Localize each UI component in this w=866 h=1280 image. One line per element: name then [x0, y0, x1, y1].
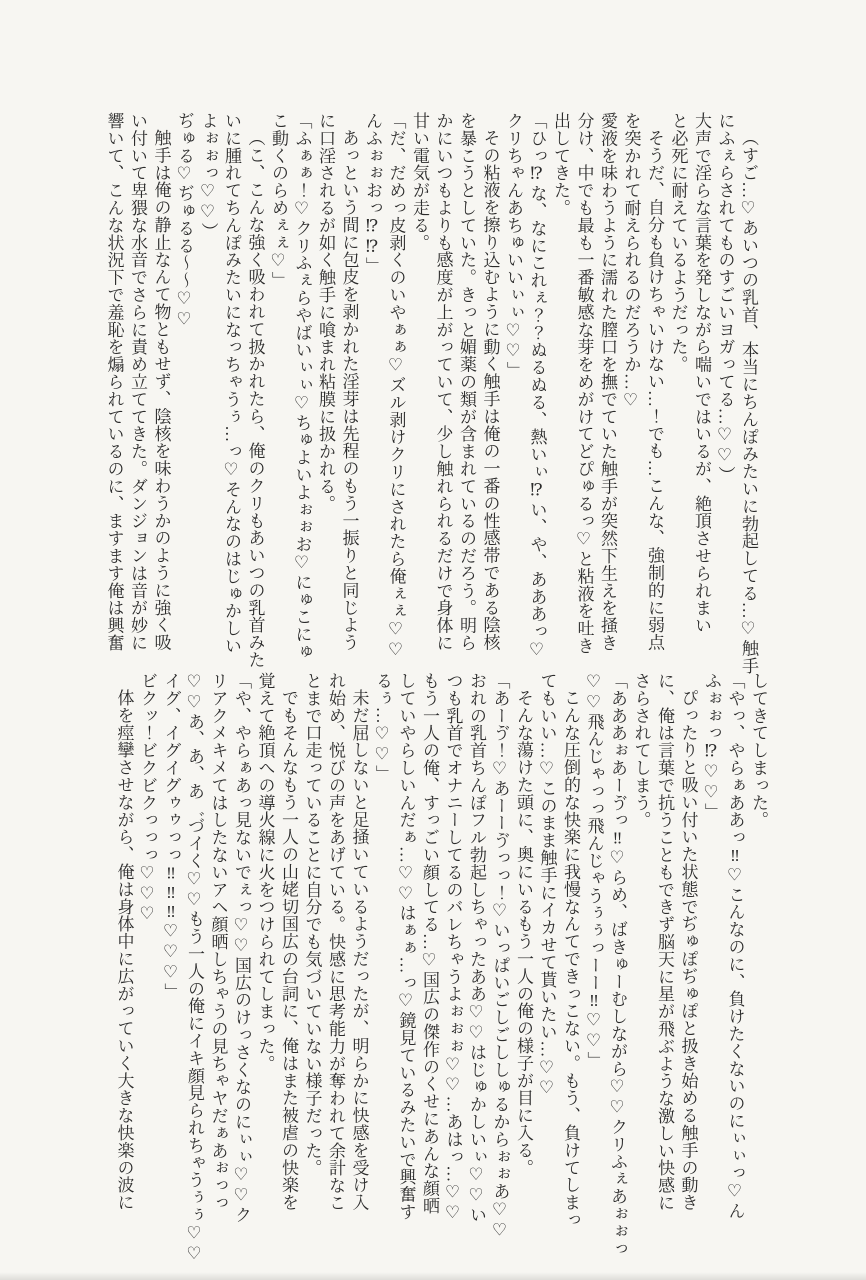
text-line: おれの乳首ちんぽフル勃起しちゃったああ♡♡はじゅかしいぃ♡♡い — [467, 672, 486, 1224]
text-line: 触手は俺の静止なんて物ともせず、陰核を味わうかのように強く吸 — [151, 129, 171, 651]
text-line: イグ、イグイグゥゥっっ‼‼‼♡♡♡」 — [161, 672, 181, 1001]
text-line: 覚えて絶頂への導火線に火をつけられてしまった。 — [255, 672, 275, 1073]
text-line: クリちゃんあちゅいいぃぃ♡♡」 — [504, 112, 523, 379]
text-line: 響いて、こんな状況下で羞恥を煽られているのに、ますます俺は興奮 — [104, 112, 124, 652]
text-line: を突かれて耐えられるのだろうか…♡ — [621, 112, 641, 411]
text-line: あっという間に包皮を剥かれた淫芽は先程のもう一振りと同じよう — [339, 129, 359, 651]
text-line: （こ、こんな強く吸われて扱かれたら、俺のクリもあいつの乳首みた — [245, 129, 265, 669]
text-line: を暴こうとしていた。きっと媚薬の類が含まれているのだろう。明ら — [457, 112, 476, 652]
text-line: していやらしいんだぁ…♡♡はぁぁ…っ♡鏡見ているみたいで興奮す — [396, 672, 416, 1221]
text-line: 「ふぁぁ！♡クリふぇらやばいぃぃ♡ちゅよいよぉぉお♡にゅこにゅ — [292, 112, 312, 661]
text-line: 出してきた。 — [551, 112, 570, 217]
text-line: いに腫れてちんぽみたいになっちゃうぅ…っ♡そんなのはじゅかしい — [222, 112, 241, 655]
text-line: るぅ…♡♡」 — [373, 672, 392, 783]
text-line: ♡♡あ、あ、あ゛づイく♡♡もう一人の俺にイキ顔見られちゃうぅぅ♡♡ — [185, 672, 204, 1265]
text-line: ビクッ！ビクビクっっっ♡♡♡ — [138, 672, 157, 925]
text-line: に口淫されるが如く触手に喰まれ粘膜に扱かれる。 — [316, 112, 335, 513]
text-block-top — [102, 112, 760, 675]
text-line: んふぉぉおっ⁉⁉」 — [363, 112, 382, 275]
text-line: 大声で淫らな言葉を発しながら喘いではいるが、絶頂させられまい — [692, 112, 711, 634]
text-line: （すご…♡あいつの乳首、本当にちんぽみたいに勃起してる…♡触手 — [739, 129, 758, 675]
text-line: リアクメキメてはしたないアヘ顔晒しちゃうの見ちゃヤだぁあぉっっ — [208, 672, 228, 1212]
text-line: 体を痙攣させながら、俺は身体中に広がっていく大きな快楽の波に — [114, 689, 134, 1211]
text-line: よぉぉっ♡♡） — [198, 112, 218, 240]
text-line: 「あーゔ！♡あーーゔっっ！♡いっぱいごしごししゅるからぉぉあ♡♡ — [490, 672, 510, 1241]
text-line: 未だ屈しないと足掻いているようだったが、明らかに快感を受け入 — [349, 689, 369, 1211]
text-line: さらされてしまう。 — [631, 672, 651, 829]
text-line: とまで口走っていることに自分でも気づいていない様子だった。 — [302, 672, 322, 1177]
text-line: でもそんなもう一人の山姥切国広の台詞に、俺はまた被虐の快楽を — [279, 689, 298, 1211]
text-line: 甘い電気が走る。 — [410, 112, 429, 252]
text-line: もう一人の俺、すっごい顔してる…♡国広の傑作のくせにあんな顔晒 — [420, 672, 439, 1215]
text-line: ♡♡飛んじゃっっ飛んじゃうぅぅっーー‼♡♡」 — [584, 672, 604, 1069]
text-line: と必死に耐えているようだった。 — [668, 112, 688, 373]
text-line: つも乳首でオナニーしてるのバレちゃうよぉぉぉ♡♡…あはっ…♡♡ — [443, 672, 463, 1224]
text-line: 「や、やらぁあっ見ないでぇっ♡♡国広のけっさくなのにぃぃ♡♡ク — [232, 672, 251, 1224]
text-line: 「やっ、やらぁああっ‼♡こんなのに、負けたくないのにぃぃっ♡ん — [725, 672, 745, 1220]
text-line: その粘液を擦り込むように動く触手は俺の一番の性感帯である陰核 — [480, 129, 500, 651]
text-line: こ動くのらめぇぇ♡」 — [269, 112, 288, 289]
text-line: 「あああぉあーゔっ‼♡らめ、ばきゅーむしながら♡♡クリふぇあぉぉっ — [608, 672, 627, 1258]
text-line: かにいつもよりも感度が上がっていて、少し触れられるだけで身体に — [433, 112, 453, 652]
text-line: い付いて卑猥な水音でさらに責め立ててきた。ダンジョンは音が妙に — [128, 112, 147, 652]
text-line: に、俺は言葉で抗うこともできず脳天に星が飛ぶような激しい快感に — [655, 672, 674, 1212]
text-line: 「ひっ⁉な、なにこれぇ？？ぬるぬる、熱いぃ⁉い、や、あああっ♡ — [527, 112, 547, 661]
text-line: にふぇらされてものすごいヨガってる…♡♡） — [715, 112, 735, 484]
text-line: こんな圧倒的な快楽に我慢なんてできっこない。もう、負けてしまっ — [561, 689, 580, 1229]
text-line: ぢゅる♡ぢゅるる〜〜♡♡ — [175, 112, 194, 330]
text-line: そんな蕩けた頭に、奥にいるもう一人の俺の様子が目に入る。 — [514, 689, 533, 1177]
text-line: れ始め、悦びの声をあげている。快感に思考能力が奪われて余計なこ — [326, 672, 345, 1212]
text-line: 「だ、だめっ皮剥くのいやぁぁ♡ズル剥けクリにされたら俺ぇぇ♡♡ — [386, 112, 406, 661]
text-line: 愛液を味わうように濡れた膣口を撫でていた触手が突然下生えを掻き — [598, 112, 617, 652]
text-line: してきてしまった。 — [749, 672, 768, 829]
text-line: てもいい…♡このまま触手にイカせて貰いたい…♡♡ — [537, 672, 557, 1099]
text-block-bottom — [112, 672, 770, 1265]
text-line: 分け、中でも最も一番敏感な芽をめがけてどぴゅるっ♡と粘液を吐き — [574, 112, 594, 655]
text-line: ふぉぉっ⁉♡♡」 — [702, 672, 721, 821]
text-line: ぴったりと吸い付いた状態でぢゅぽぢゅぽと扱き始める触手の動き — [678, 689, 698, 1211]
text-line: そうだ、自分も負けちゃいけない…！でも…こんな、強制的に弱点 — [645, 129, 664, 651]
